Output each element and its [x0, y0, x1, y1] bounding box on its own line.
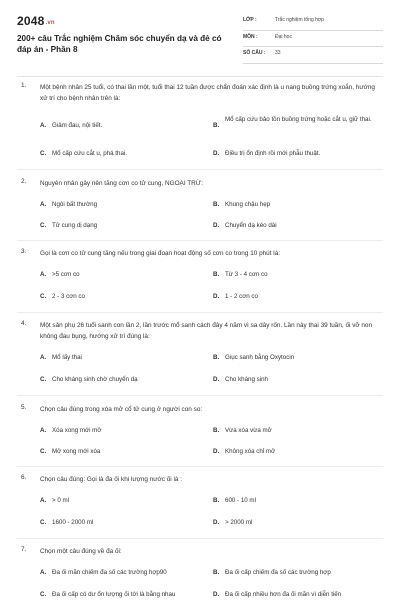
- option-letter: D.: [213, 222, 220, 229]
- option-letter: B.: [213, 201, 220, 208]
- option-text: >5 cơn co: [52, 271, 80, 278]
- meta-value-subject: Đại học: [275, 33, 292, 40]
- document-title: 200+ câu Trắc nghiệm Chăm sóc chuyển dạ và đẻ có đáp án - Phần 8: [17, 34, 222, 54]
- question-number: 1.: [21, 82, 27, 89]
- question-number: 7.: [21, 546, 27, 553]
- question-divider: [17, 466, 383, 467]
- option-letter: A.: [40, 271, 47, 278]
- option-text: Chuyển dạ kéo dài: [225, 222, 277, 229]
- option-letter: A.: [40, 201, 47, 208]
- option-text: Cho kháng sinh: [225, 376, 268, 383]
- question-number: 6.: [21, 474, 27, 481]
- question-divider: [17, 240, 383, 241]
- option-text: 1600 - 2000 ml: [52, 519, 94, 526]
- option-letter: B.: [213, 427, 220, 434]
- meta-value-count: 33: [275, 50, 281, 56]
- option-letter: D.: [213, 376, 220, 383]
- document-header: [17, 14, 383, 69]
- option-letter: B.: [213, 497, 220, 504]
- header-divider: [17, 76, 383, 77]
- option-text: Đa ối mãn chiếm đa số các trường hợp90: [52, 569, 167, 576]
- option-text: Đa ối cấp nhiều hơn đa ối mãn vì diễn tiến: [225, 591, 342, 598]
- option-text: Mổ lấy thai: [52, 354, 82, 361]
- question-text: Chọn câu đúng trong xóa mở cổ tử cung ở người con so:: [40, 406, 203, 413]
- meta-key-class: LỚP :: [243, 17, 257, 23]
- question-number: 2.: [21, 178, 27, 185]
- option-text: > 0 ml: [52, 497, 70, 504]
- question-divider: [17, 538, 383, 539]
- option-letter: B.: [213, 354, 220, 361]
- option-letter: D.: [213, 591, 220, 598]
- option-text: 600 - 10 ml: [225, 497, 256, 504]
- option-text: Không xóa chỉ mở: [225, 448, 276, 455]
- question-text: Một bệnh nhân 25 tuổi, có thai lần một, tuổi thai 12 tuần được chẩn đoán xác định là u nang buồng trứng xoắn, hướng xử trí cho bệnh nhân trên là:: [40, 84, 375, 102]
- option-text: Mổ cấp cứu bảo tồn buồng trứng hoặc cắt u, giữ thai.: [225, 116, 372, 123]
- option-letter: A.: [40, 569, 47, 576]
- option-text: Từ 3 - 4 cơn co: [225, 271, 268, 278]
- option-letter: B.: [213, 569, 220, 576]
- question-divider: [17, 169, 383, 170]
- option-letter: A.: [40, 497, 47, 504]
- question-text: Gọi là cơn co tử cung tăng nếu trong giai đoạn hoạt động số cơn co trong 10 phút là:: [40, 250, 281, 257]
- option-text: Cho kháng sinh chờ chuyển dạ: [52, 376, 138, 383]
- option-text: Mổ cấp cứu cắt u, phá thai.: [52, 150, 127, 157]
- option-letter: B.: [213, 271, 220, 278]
- meta-key-subject: MÔN :: [243, 33, 258, 40]
- option-text: Mở xong mới xóa: [52, 448, 101, 455]
- option-text: > 2000 ml: [225, 519, 253, 526]
- option-letter: B.: [213, 122, 220, 129]
- option-text: Tử cung dị dạng: [52, 222, 98, 229]
- meta-value-class: Trắc nghiệm tổng hợp: [275, 17, 324, 23]
- logo-suffix: .vn: [45, 20, 55, 26]
- option-text: Điều trị ổn định rồi mới phẫu thuật.: [225, 150, 321, 157]
- option-letter: C.: [40, 222, 47, 229]
- option-letter: A.: [40, 122, 47, 129]
- question-text: Chọn câu đúng: Gọi là đa ối khi lượng nước ối là :: [40, 476, 182, 483]
- option-text: 1 - 2 cơn co: [225, 293, 258, 300]
- option-text: Đa ối cấp chiếm đa số các trường hợp: [225, 569, 331, 576]
- option-letter: C.: [40, 150, 47, 157]
- option-text: Giảm đau, nội tiết.: [52, 122, 103, 129]
- question-number: 3.: [21, 248, 27, 255]
- document-meta: [243, 14, 383, 64]
- option-letter: C.: [40, 448, 47, 455]
- option-text: Vừa xóa vừa mở: [225, 427, 272, 434]
- option-letter: D.: [213, 150, 220, 157]
- option-letter: C.: [40, 519, 47, 526]
- option-text: 2 - 3 cơn co: [52, 293, 85, 300]
- question-number: 4.: [21, 320, 27, 327]
- option-text: Giục sanh bằng Oxytocin: [225, 354, 295, 361]
- option-text: Khung chậu hẹp: [225, 201, 271, 208]
- option-letter: D.: [213, 293, 220, 300]
- logo-text: 2048: [17, 14, 45, 28]
- option-letter: C.: [40, 591, 47, 598]
- meta-row-class: [243, 14, 383, 31]
- question-divider: [17, 312, 383, 313]
- option-text: Đa ối cấp có dư ổn lượng ối tới là bằng nhau: [52, 591, 176, 598]
- meta-row-count: [243, 47, 383, 64]
- question-text: Nguyên nhân gây nên tăng cơn co tử cung, NGOẠI TRỪ:: [40, 180, 204, 187]
- meta-key-count: SỐ CÂU :: [243, 50, 266, 56]
- question-number: 5.: [21, 404, 27, 411]
- option-letter: C.: [40, 376, 47, 383]
- option-letter: D.: [213, 448, 220, 455]
- option-letter: D.: [213, 519, 220, 526]
- option-text: Ngôi bất thường: [52, 201, 98, 208]
- option-text: Xóa xong mới mở: [52, 427, 102, 434]
- option-letter: C.: [40, 293, 47, 300]
- option-letter: A.: [40, 354, 47, 361]
- question-divider: [17, 395, 383, 396]
- question-text: Chọn một câu đúng về đa ối:: [40, 548, 122, 555]
- question-text: Một sản phụ 26 tuổi sanh con lần 2, lần trước mổ sanh cách đây 4 năm vì sa dây rốn. Lần này thai 39 tuần, ối vỡ non không đau bụng, hướng xử trí đúng là:: [40, 322, 373, 340]
- option-letter: A.: [40, 427, 47, 434]
- meta-row-subject: [243, 31, 383, 48]
- site-logo[interactable]: [17, 14, 55, 28]
